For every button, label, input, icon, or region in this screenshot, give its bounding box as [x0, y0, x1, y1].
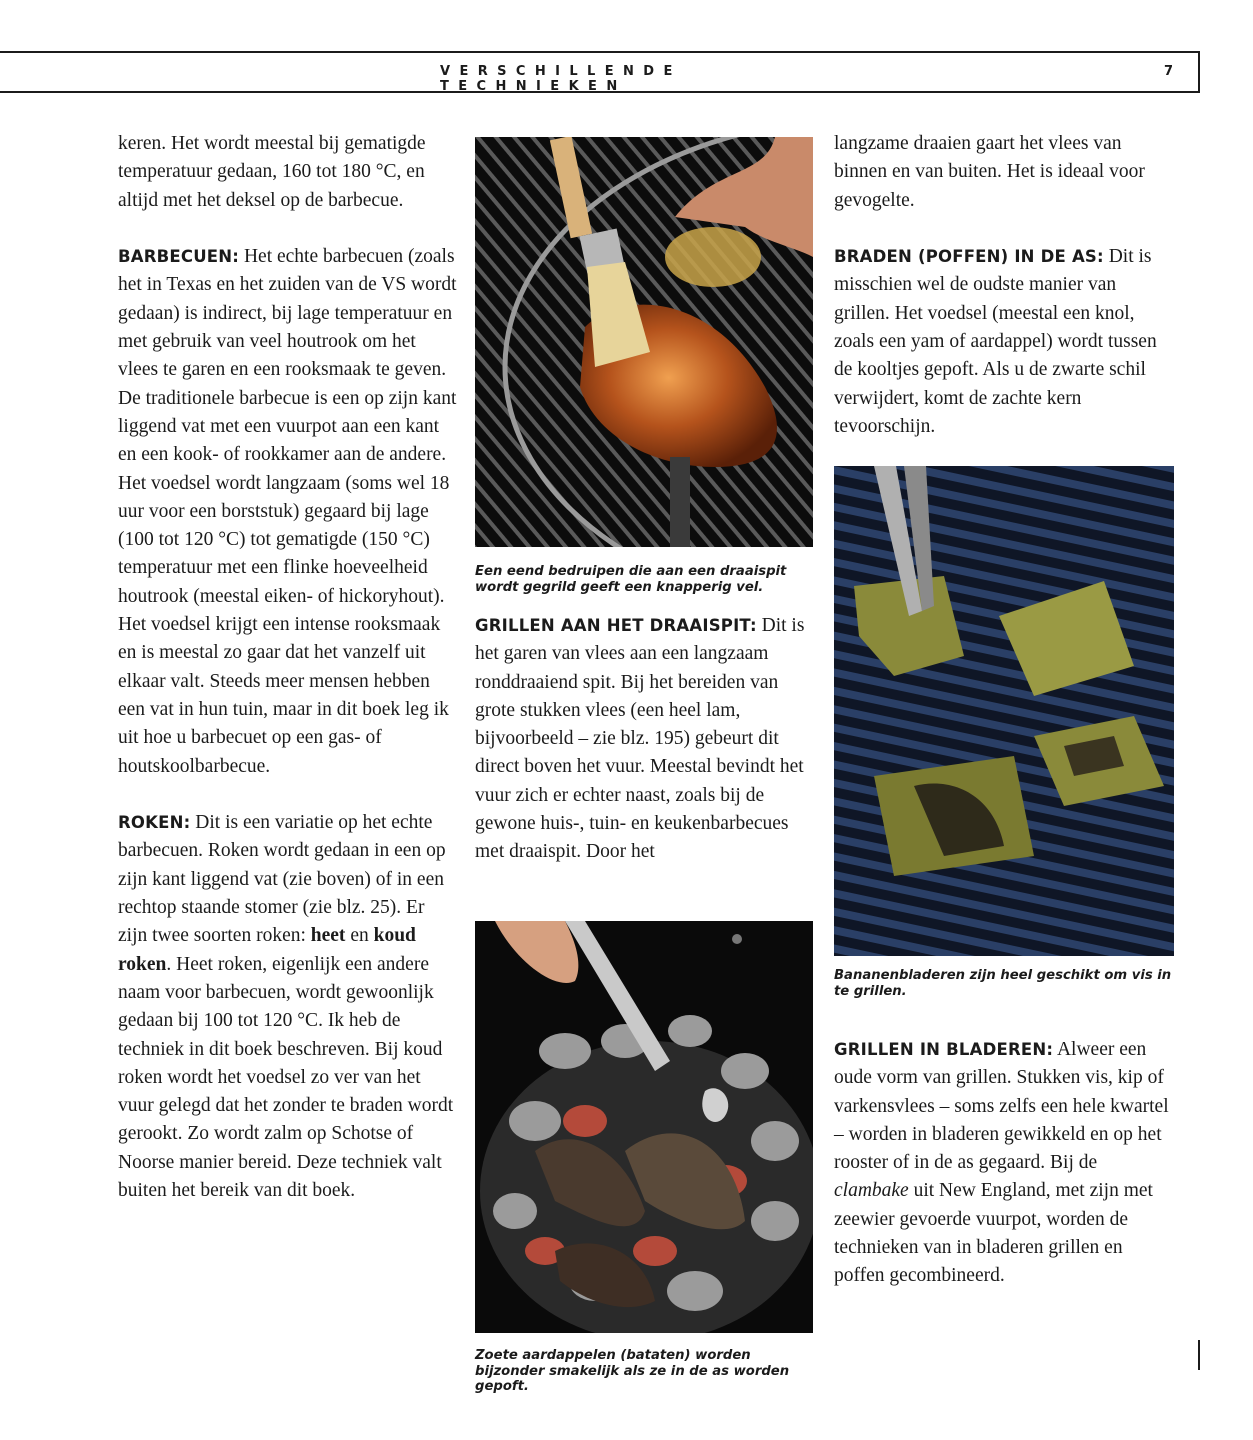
column-3-top [834, 130, 1174, 441]
column-3-bottom [834, 1036, 1174, 1291]
paragraph-intro [118, 130, 458, 215]
text: Dit is misschien wel de oudste manier van grillen. Het voedsel (meestal een knol, zoals een yam of aardappel) wordt tussen de kooltjes gepoft. Als u de zwarte schil verwijdert, komt de zachte kern tevoorschijn. [834, 246, 1157, 437]
text: Dit is het garen van vlees aan een langzaam ronddraaiend spit. Bij het bereiden van grote stukken vlees (een heel lam, bijvoorbeeld – zie blz. 195) gebeurt dit direct boven het vuur. Meestal bevindt het vuur zich er echter naast, zoals bij de gewone huis-, tuin- en keukenbarbecues met draaispit. Door het [475, 615, 805, 863]
column-2 [475, 612, 815, 867]
bold-koud-roken: koud roken [118, 925, 416, 975]
keyword-bladeren: GRILLEN IN BLADEREN: [834, 1040, 1054, 1059]
text: keren. Het wordt meestal bij gematigde temperatuur gedaan, 160 tot 180 °C, en altijd met het deksel op de barbecue. [118, 133, 426, 211]
header-top-rule [0, 51, 1200, 53]
running-title: VERSCHILLENDE TECHNIEKEN [440, 64, 682, 94]
column-1 [118, 130, 458, 1205]
caption-sweet-potatoes: Zoete aardappelen (bataten) worden bijzonder smakelijk als ze in de as worden gepoft. [475, 1348, 790, 1394]
keyword-braden-as: BRADEN (POFFEN) IN DE AS: [834, 247, 1104, 267]
page-right-rule [1198, 1340, 1200, 1370]
paragraph-braden-as [834, 243, 1174, 441]
keyword-draaispit: GRILLEN AAN HET DRAAISPIT: [475, 616, 757, 635]
text: langzame draaien gaart het vlees van binnen en van buiten. Het is ideaal voor gevogelte. [834, 133, 1145, 211]
banana-leaf-parcels-photo [834, 466, 1174, 956]
keyword-roken: ROKEN: [118, 813, 191, 833]
text: Dit is een variatie op het echte barbecuen. Roken wordt gedaan in een op zijn kant liggend vat (zie boven) of in een rechtop staande stomer (zie blz. 25). Er zijn twee soorten roken: [118, 812, 446, 947]
bold-heet: heet [310, 925, 346, 947]
page-number: 7 [1164, 64, 1174, 79]
caption-banana-leaves: Bananenbladeren zijn heel geschikt om vis in te grillen. [834, 968, 1172, 999]
caption-duck: Een eend bedruipen die aan een draaispit wordt gegrild geeft een knapperig vel. [475, 564, 787, 595]
sweet-potatoes-coals-photo [475, 921, 813, 1333]
header-right-rule [1198, 52, 1200, 92]
text: uit New England, met zijn met zeewier gevoerde vuurpot, worden de technieken van in bladeren grillen en poffen gecombineerd. [834, 1180, 1153, 1287]
paragraph-barbecuen [118, 243, 458, 781]
paragraph-bladeren [834, 1036, 1174, 1291]
italic-clambake: clambake [834, 1180, 909, 1202]
paragraph-draaispit-cont [834, 130, 1174, 215]
text: Het echte barbecuen (zoals het in Texas en het zuiden van de VS wordt gedaan) is indirect, bij lage temperatuur en met gebruik van veel houtrook om het vlees te garen en een rooksmaak te geven. De traditionele barbecue is een op zijn kant liggend vat met een vuurpot aan een kant en een kook- of rookkamer aan de andere. Het voedsel wordt langzaam (soms wel 18 uur voor een borststuk) gegaard bij lage (100 tot 120 °C) tot gematigde (150 °C) temperatuur met een flinke hoeveelheid houtrook (meestal eiken- of hickoryhout). Het voedsel krijgt een intense rooksmaak en is meestal zo gaar dat het vanzelf uit elkaar valt. Steeds meer mensen hebben een vat in hun tuin, maar in dit boek leg ik uit hoe u barbecuet op een gas- of houtskoolbarbecue. [118, 246, 457, 777]
keyword-barbecuen: BARBECUEN: [118, 247, 240, 267]
paragraph-draaispit [475, 612, 815, 867]
text: en [345, 925, 374, 947]
duck-rotisserie-photo [475, 137, 813, 547]
text: Alweer een oude vorm van grillen. Stukken vis, kip of varkensvlees – soms zelfs een hele kwartel – worden in bladeren gewikkeld en op het rooster of in de as gegaard. Bij de [834, 1039, 1169, 1174]
paragraph-roken [118, 809, 458, 1205]
text: . Heet roken, eigenlijk een andere naam voor barbecuen, wordt gewoonlijk gedaan bij 100 tot 120 °C. Ik heb de techniek in dit boek beschreven. Bij koud roken wordt het voedsel zo ver van het vuur gelegd dat het zonder te braden wordt gerookt. Zo wordt zalm op Schotse of Noorse manier bereid. Deze techniek valt buiten het bereik van dit boek. [118, 953, 454, 1201]
